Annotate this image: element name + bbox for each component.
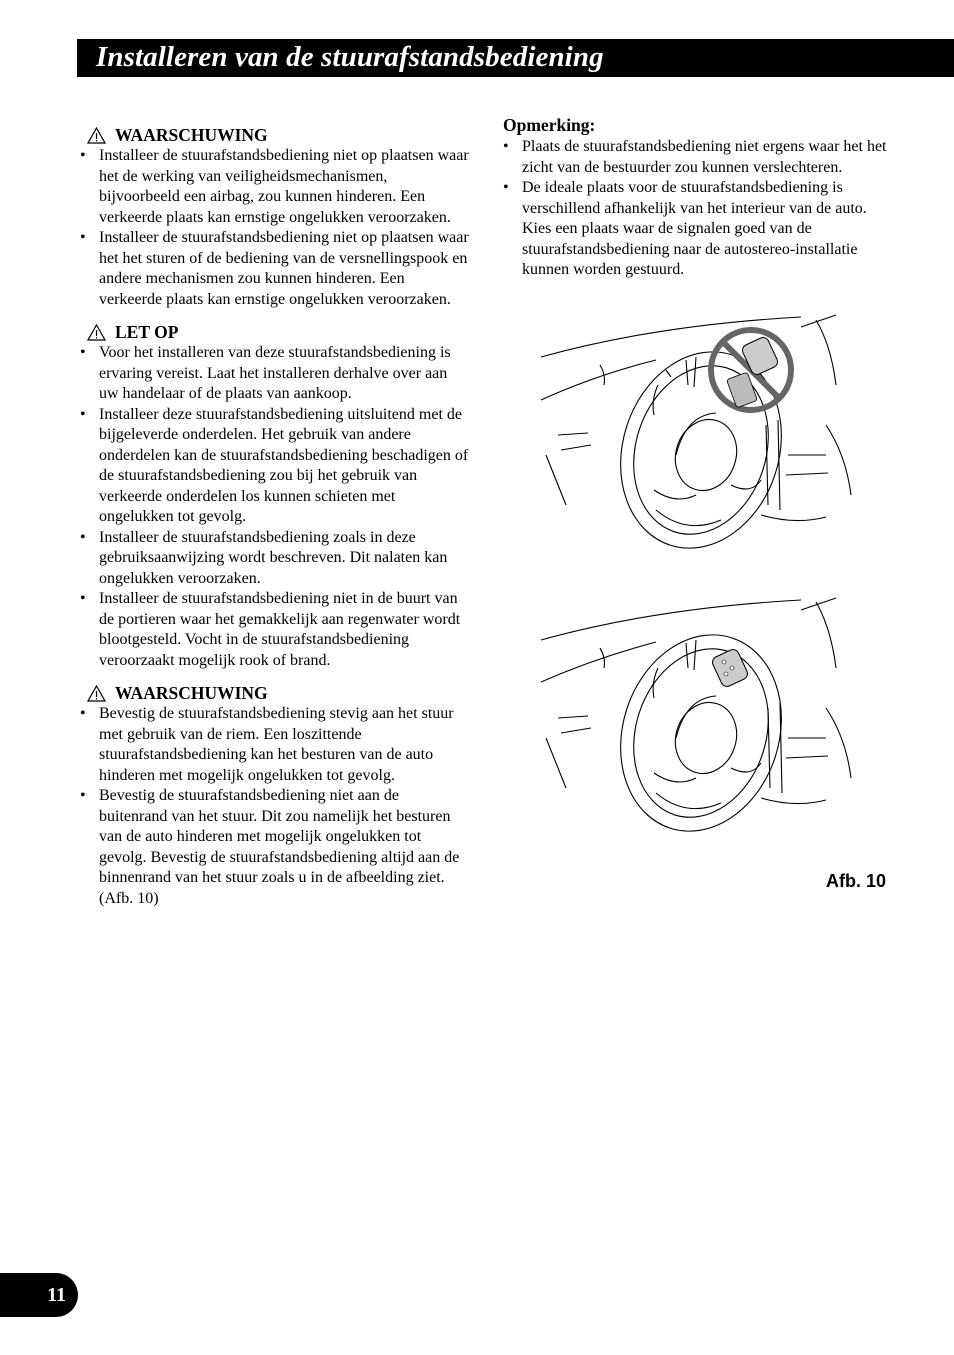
steering-wheel-correct-illustration (536, 590, 856, 840)
right-column (503, 115, 898, 281)
page-title: Installeren van de stuurafstandsbediening (96, 41, 604, 73)
bullet: • (80, 405, 86, 423)
warning-triangle-icon (87, 127, 106, 144)
list-item (80, 786, 470, 909)
warning-heading-text: WAARSCHUWING (115, 682, 268, 703)
list-item (80, 405, 470, 528)
page-number: 11 (0, 1273, 78, 1317)
note-heading: Opmerking: (503, 115, 596, 135)
list-item-text: Installeer de stuurafstandsbediening niet op plaatsen waar het de werking van veiligheidsmechanismen, bijvoorbeeld een airbag, zou kunnen hinderen. Een verkeerde plaats kan ernstige ongelukken veroorzaken. (99, 147, 469, 226)
warning-list (80, 704, 470, 909)
list-item-text: Installeer deze stuurafstandsbediening uitsluitend met de bijgeleverde onderdelen. Het gebruik van andere onderdelen kan de stuurafstandsbediening beschadigen of de stuurafstandsbediening zou bij het gebruik van verkeerde onderdelen los kunnen schieten met ongelukken tot gevolg. (99, 405, 469, 525)
figure-caption: Afb. 10 (826, 871, 887, 891)
caution-list (80, 343, 470, 671)
bullet: • (80, 528, 86, 546)
list-item (80, 228, 470, 310)
warning-triangle-icon (87, 685, 106, 702)
warning-section-2 (80, 682, 470, 909)
bullet: • (80, 590, 86, 607)
remote-control-icon (711, 648, 750, 689)
steering-wheel-incorrect-illustration (536, 305, 856, 555)
bullet: • (503, 138, 509, 155)
bullet: • (80, 705, 86, 722)
caution-heading-text: LET OP (115, 321, 179, 342)
list-item (80, 589, 470, 671)
warning-triangle-icon (87, 324, 106, 341)
left-column (80, 124, 470, 920)
list-item-text: Bevestig de stuurafstandsbediening niet aan de buitenrand van het stuur. Dit zou namelijk het besturen van de auto hinderen met mogelijk ongelukken tot gevolg. Bevestig de stuurafstandsbediening altijd aan de binnenrand van het stuur zoals u in de afbeelding ziet. (Afb. 10) (99, 787, 460, 907)
list-item (80, 528, 470, 590)
list-item-text: Bevestig de stuurafstandsbediening stevig aan het stuur met gebruik van de riem. Een loszittende stuurafstandsbediening kan het besturen van de auto hinderen met mogelijk ongelukken tot gevolg. (99, 705, 454, 784)
warning-heading (87, 682, 470, 704)
caution-heading (87, 321, 470, 343)
list-item-text: De ideale plaats voor de stuurafstandsbediening is verschillend afhankelijk van het interieur van de auto. Kies een plaats waar de signalen goed van de stuurafstandsbediening naar de autostereo-installatie kunnen worden gestuurd. (522, 179, 867, 278)
caution-section (80, 321, 470, 671)
list-item (503, 178, 898, 281)
title-bar (77, 39, 954, 77)
bullet: • (80, 344, 86, 361)
warning-heading (87, 124, 470, 146)
list-item (80, 343, 470, 405)
list-item-text: Voor het installeren van deze stuurafstandsbediening is ervaring vereist. Laat het installeren derhalve over aan uw handelaar of de plaats van aankoop. (99, 344, 451, 402)
bullet: • (80, 147, 86, 164)
bullet: • (80, 229, 86, 246)
warning-section-1 (80, 124, 470, 310)
list-item (503, 137, 898, 178)
warning-heading-text: WAARSCHUWING (115, 124, 268, 145)
bullet: • (503, 179, 509, 196)
prohibited-icon (711, 330, 791, 410)
list-item-text: Plaats de stuurafstandsbediening niet ergens waar het het zicht van de bestuurder zou kunnen verslechteren. (522, 138, 887, 176)
list-item-text: Installeer de stuurafstandsbediening zoals in deze gebruiksaanwijzing wordt beschreven. Dit nalaten kan ongelukken veroorzaken. (99, 528, 448, 587)
list-item-text: Installeer de stuurafstandsbediening niet in de buurt van de portieren waar het gemakkelijk aan regenwater wordt blootgesteld. Vocht in de stuurafstandsbediening veroorzaakt mogelijk rook of brand. (99, 590, 461, 669)
bullet: • (80, 787, 86, 804)
note-list (503, 137, 898, 281)
warning-list (80, 146, 470, 310)
list-item (80, 704, 470, 786)
list-item-text: Installeer de stuurafstandsbediening niet op plaatsen waar het het sturen of de bediening van de versnellingspook en andere mechanismen zou kunnen hinderen. Een verkeerde plaats kan ernstige ongelukken veroorzaken. (99, 229, 469, 308)
list-item (80, 146, 470, 228)
